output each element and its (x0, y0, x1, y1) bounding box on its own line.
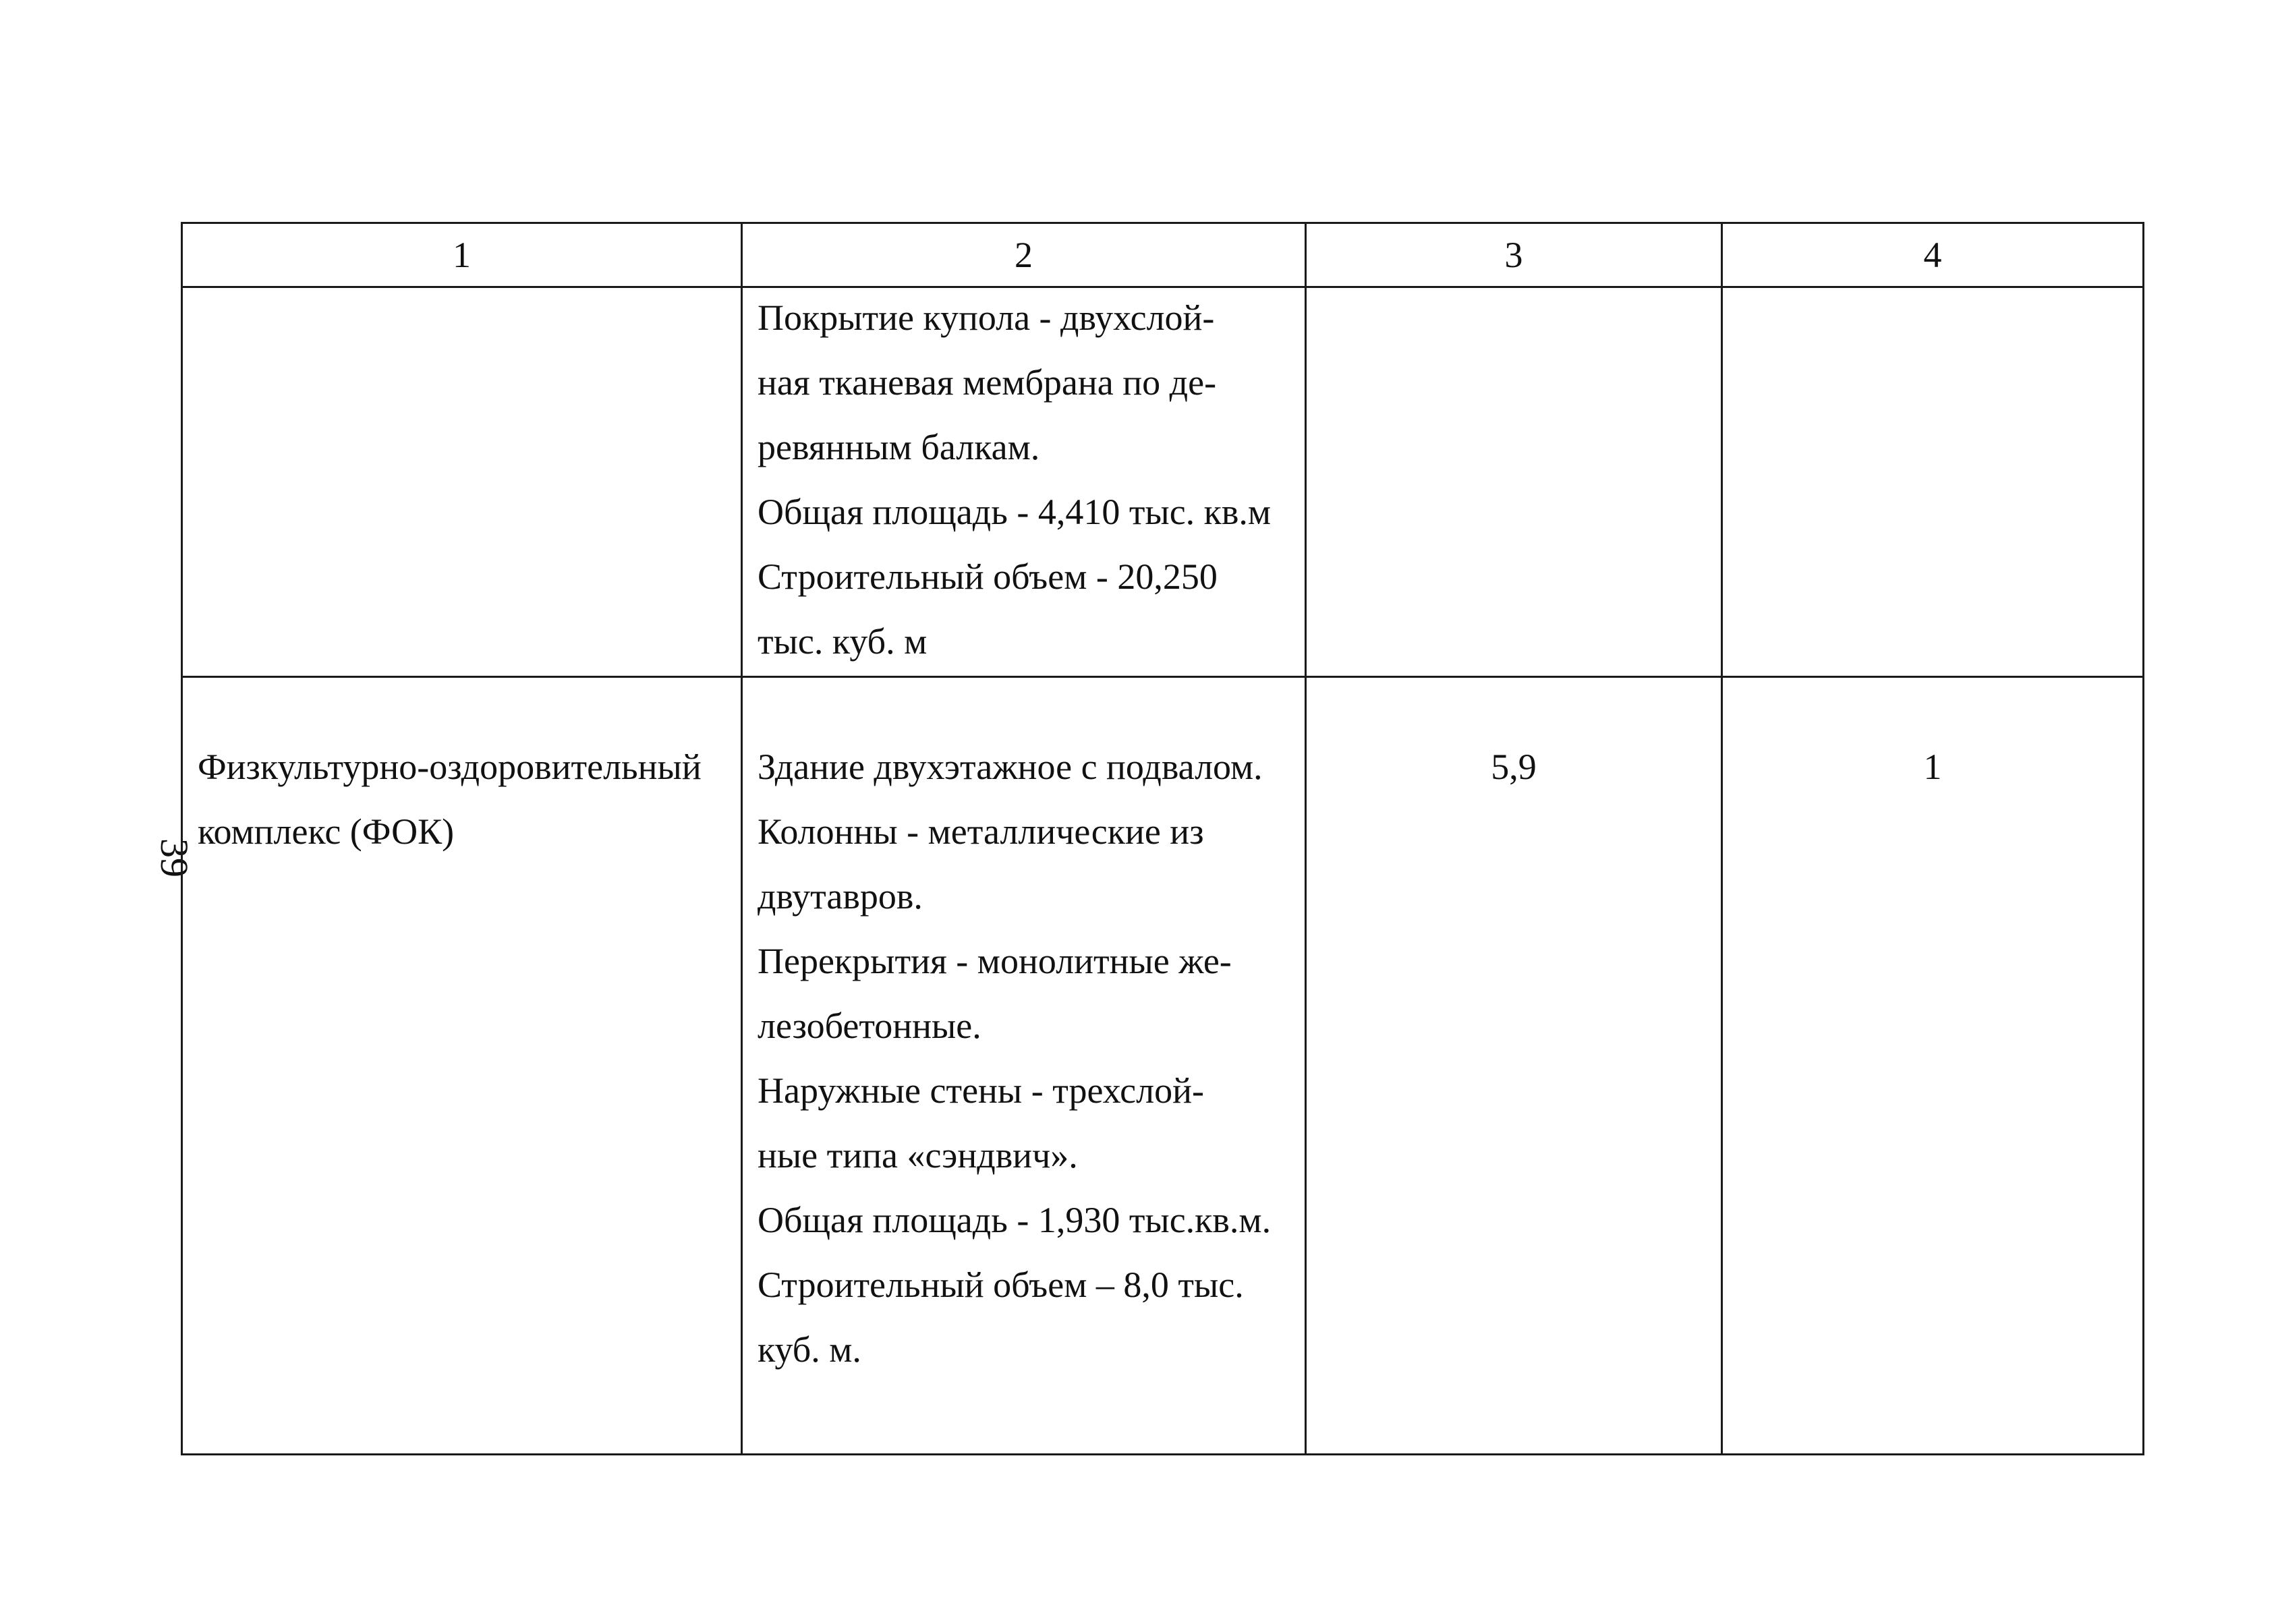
column-header-1: 1 (182, 223, 742, 287)
description-line: ные типа «сэндвич». (758, 1135, 1078, 1176)
object-name-line: Физкультурно-оздоровительный (198, 747, 702, 787)
table-row (182, 677, 2144, 1455)
row2-col3-value: 5,9 (1491, 747, 1537, 787)
object-name-line: комплекс (ФОК) (198, 811, 455, 852)
row1-col4-cell (1722, 287, 2144, 677)
data-table (181, 222, 2144, 1455)
row2-description-cell (742, 677, 1306, 1455)
row2-col4-cell (1722, 677, 2144, 1455)
column-header-4: 4 (1722, 223, 2144, 287)
page-number: 39 (152, 838, 196, 877)
row2-col3-cell (1306, 677, 1722, 1455)
row2-col4-value: 1 (1923, 747, 1942, 787)
description-line: ная тканевая мембрана по де- (758, 362, 1217, 403)
row1-description-cell (742, 287, 1306, 677)
row1-col1-cell (182, 287, 742, 677)
description-line: Наружные стены - трехслой- (758, 1070, 1204, 1111)
description-line: куб. м. (758, 1329, 861, 1370)
description-line: Перекрытия - монолитные же- (758, 941, 1232, 981)
description-line: Колонны - металлические из (758, 811, 1204, 852)
description-line: Общая площадь - 1,930 тыс.кв.м. (758, 1200, 1272, 1240)
description-line: Строительный объем – 8,0 тыс. (758, 1265, 1244, 1305)
description-line: Здание двухэтажное с подвалом. (758, 747, 1263, 787)
description-line: Общая площадь - 4,410 тыс. кв.м (758, 492, 1272, 532)
column-header-3: 3 (1306, 223, 1722, 287)
column-header-2: 2 (742, 223, 1306, 287)
description-line: тыс. куб. м (758, 621, 928, 662)
table-header-row (182, 223, 2144, 287)
description-line: Покрытие купола - двухслой- (758, 297, 1215, 338)
description-line: двутавров. (758, 876, 923, 917)
description-line: лезобетонные. (758, 1006, 981, 1046)
row1-col3-cell (1306, 287, 1722, 677)
description-line: Строительный объем - 20,250 (758, 556, 1218, 597)
table-row (182, 287, 2144, 677)
description-line: ревянным балкам. (758, 427, 1040, 467)
row2-name-cell (182, 677, 742, 1455)
